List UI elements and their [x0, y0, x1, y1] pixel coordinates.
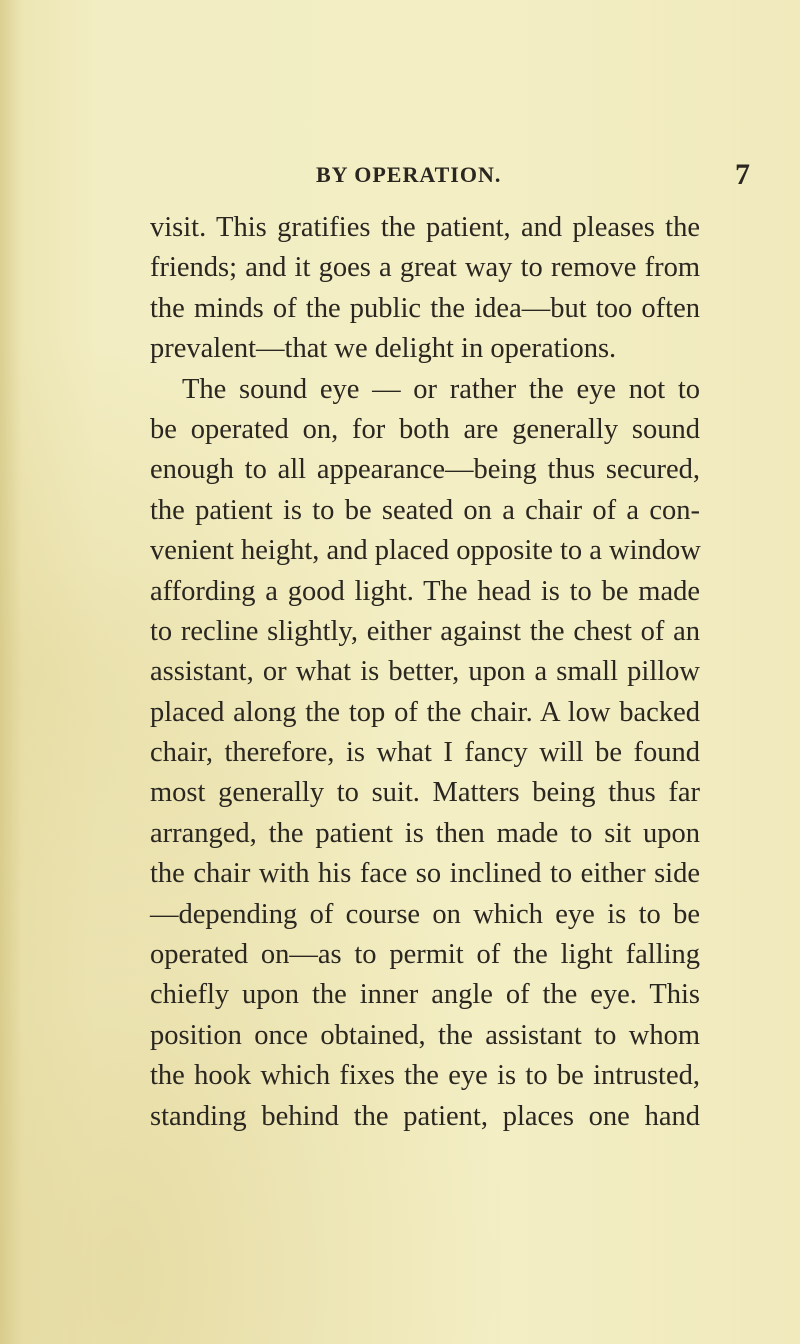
text-line: chiefly upon the inner angle of the eye. This: [150, 979, 700, 1011]
text-line: enough to all appearance—being thus secured,: [150, 454, 700, 486]
page-number: 7: [735, 158, 750, 191]
text-line: venient height, and placed opposite to a window: [150, 535, 701, 567]
text-line: friends; and it goes a great way to remove from: [150, 252, 700, 284]
text-line: prevalent—that we delight in operations.: [150, 333, 617, 365]
text-line: the chair with his face so inclined to either side: [150, 858, 700, 890]
text-line: chair, therefore, is what I fancy will be found: [150, 737, 700, 769]
text-line: the hook which fixes the eye is to be intrusted,: [150, 1060, 700, 1092]
running-title: BY OPERATION.: [316, 162, 502, 187]
text-line: —depending of course on which eye is to be: [150, 898, 700, 930]
text-line: the minds of the public the idea—but too often: [150, 292, 700, 324]
text-line: the patient is to be seated on a chair of a con-: [150, 494, 700, 526]
text-line: standing behind the patient, places one hand: [150, 1100, 700, 1132]
text-line: The sound eye — or rather the eye not to: [182, 373, 700, 405]
body-text: [150, 208, 700, 1137]
text-line: most generally to suit. Matters being thus far: [150, 777, 700, 809]
text-line: operated on—as to permit of the light falling: [150, 939, 700, 971]
text-line: visit. This gratifies the patient, and pleases the: [150, 212, 700, 243]
running-head: [0, 158, 800, 198]
text-line: arranged, the patient is then made to sit upon: [150, 817, 700, 849]
page-edge-shadow: [0, 0, 22, 1344]
text-line: to recline slightly, either against the chest of an: [150, 615, 700, 647]
text-line: placed along the top of the chair. A low backed: [150, 696, 700, 728]
text-line: assistant, or what is better, upon a small pillow: [150, 656, 700, 688]
text-line: affording a good light. The head is to be made: [150, 575, 700, 607]
text-line: be operated on, for both are generally sound: [150, 413, 700, 445]
text-line: position once obtained, the assistant to whom: [150, 1019, 700, 1051]
